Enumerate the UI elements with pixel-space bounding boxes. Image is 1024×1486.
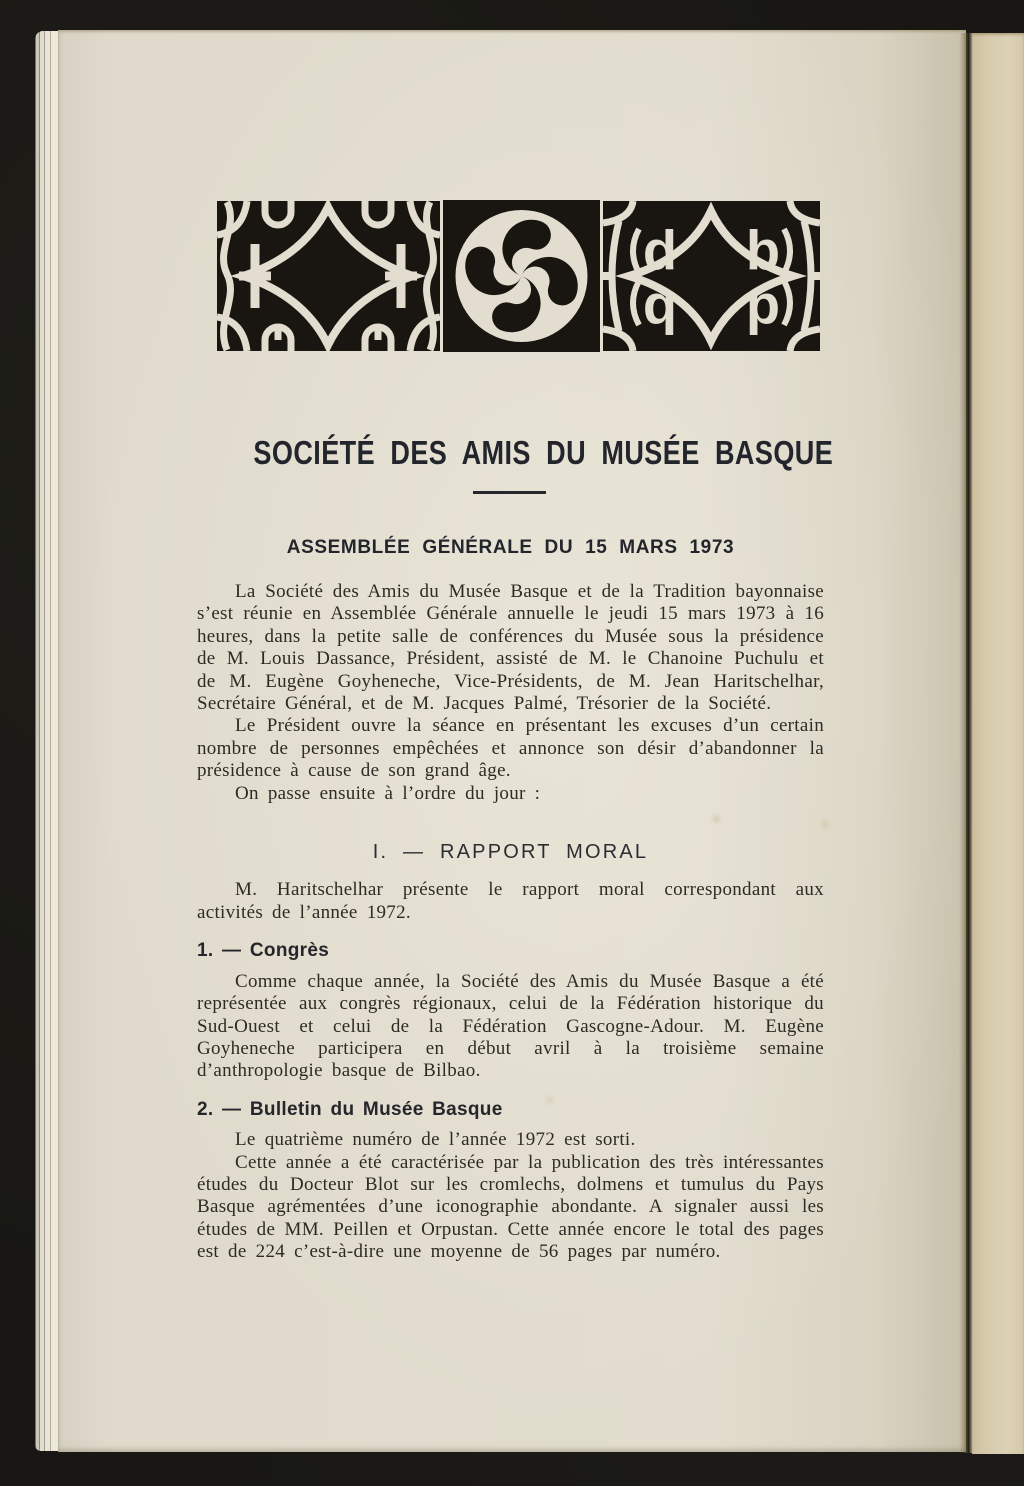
- ornament-letter-q: q: [642, 272, 678, 336]
- foxing-spot: [713, 816, 720, 822]
- letterform-panel: [603, 201, 820, 351]
- lauburu-panel: [443, 200, 600, 352]
- intro-paragraph: La Société des Amis du Musée Basque et de la Tradition bayonnaise s’est réunie en Assemblée Générale annuelle le jeudi 15 mars 1973 à 16 heures, dans la petite salle de conférences du Musée sous la présidence de M. Louis Dassance, Président, assisté de M. le Chanoine Puchulu et de M. Eugène Goyheneche, Vice-Présidents, de M. Jean Haritschelhar, Secrétaire Général, et de M. Jacques Palmé, Trésorier de la Société.: [197, 581, 824, 715]
- intro-paragraph: Le Président ouvre la séance en présentant les excuses d’un certain nombre de personnes empêchées et annonce son désir d’abandonner la présidence à cause de son grand âge.: [197, 715, 824, 782]
- subsection-paragraph: Comme chaque année, la Société des Amis du Musée Basque a été représentée aux congrès régionaux, celui de la Fédération historique du Sud-Ouest et celui de la Fédération Gascogne-Adour. M. Eugène Goyheneche participera en début avril à la troisième semaine d’anthropologie basque de Bilbao.: [197, 970, 824, 1082]
- subsection-paragraph: Cette année a été caractérisée par la publication des très intéressantes études du Docteur Blot sur les cromlechs, dolmens et tumulus du Pays Basque agrémentées d’une iconographie abondante. A signaler aussi les études de MM. Peillen et Orpustan. Cette année encore le total des pages est de 224 c’est-à-dire une moyenne de 56 pages par numéro.: [197, 1151, 824, 1263]
- subsection-heading-bulletin: 2. — Bulletin du Musée Basque: [197, 1098, 503, 1120]
- text-column: [197, 581, 824, 1264]
- foxing-spot: [822, 821, 828, 827]
- foxing-spot: [546, 1097, 554, 1103]
- meeting-heading: ASSEMBLÉE GÉNÉRALE DU 15 MARS 1973: [286, 537, 735, 558]
- ornament-letter-d: d: [642, 218, 678, 282]
- section-lead-paragraph: M. Haritschelhar présente le rapport moral correspondant aux activités de l’année 1972.: [197, 879, 824, 923]
- section-heading-rapport-moral: I. — RAPPORT MORAL: [372, 841, 649, 864]
- facing-page-edge: [972, 33, 1024, 1454]
- intro-paragraph: On passe ensuite à l’ordre du jour :: [235, 782, 541, 804]
- ornament-letter-b: b: [745, 218, 781, 282]
- ornament-letter-p: p: [745, 272, 781, 336]
- book-page: [58, 30, 966, 1452]
- basque-ornament-band: [217, 200, 820, 352]
- lattice-cross-panel: [217, 201, 440, 351]
- book-gutter-fold: [959, 33, 973, 1453]
- title-rule: [473, 491, 546, 494]
- page-title: SOCIÉTÉ DES AMIS DU MUSÉE BASQUE: [253, 434, 834, 471]
- subsection-heading-congres: 1. — Congrès: [197, 940, 330, 962]
- subsection-paragraph: Le quatrième numéro de l’année 1972 est sorti.: [235, 1129, 636, 1151]
- page-edge-stack: [35, 31, 58, 1451]
